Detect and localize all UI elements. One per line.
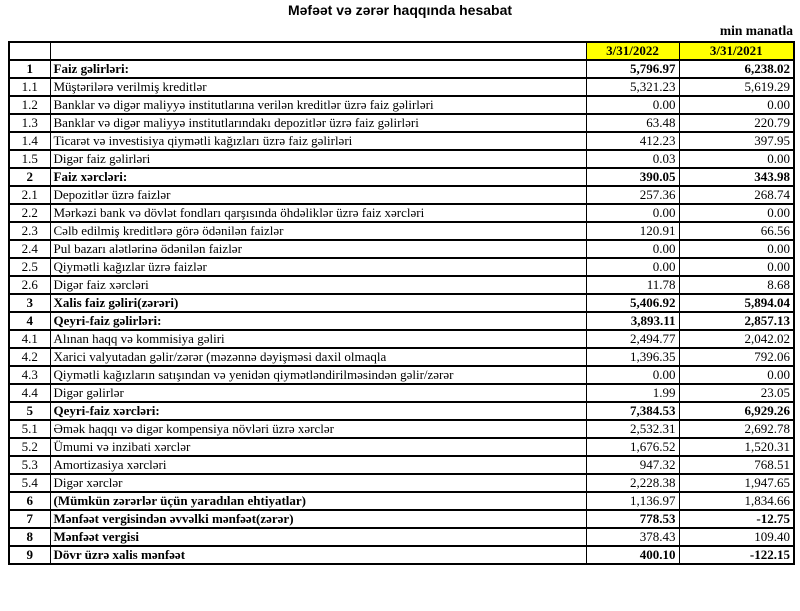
row-label: Xalis faiz gəliri(zərəri) [50, 294, 586, 312]
row-value-2021: 0.00 [679, 150, 794, 168]
row-number: 2.2 [9, 204, 50, 222]
row-label: Qeyri-faiz xərcləri: [50, 402, 586, 420]
row-value-2022: 120.91 [586, 222, 679, 240]
row-value-2022: 0.00 [586, 240, 679, 258]
row-number: 1.4 [9, 132, 50, 150]
row-number: 7 [9, 510, 50, 528]
row-label: Alınan haqq və kommisiya gəliri [50, 330, 586, 348]
row-value-2021: 66.56 [679, 222, 794, 240]
row-value-2021: 2,042.02 [679, 330, 794, 348]
row-label: Mənfəət vergisi [50, 528, 586, 546]
row-value-2022: 1,136.97 [586, 492, 679, 510]
row-label: Əmək haqqı və digər kompensiya növləri üzrə xərclər [50, 420, 586, 438]
table-row [9, 150, 794, 168]
table-row [9, 528, 794, 546]
row-value-2022: 0.00 [586, 258, 679, 276]
row-value-2021: 768.51 [679, 456, 794, 474]
row-label: Xarici valyutadan gəlir/zərər (məzənnə dəyişməsi daxil olmaqla [50, 348, 586, 366]
row-number: 6 [9, 492, 50, 510]
row-number: 5.2 [9, 438, 50, 456]
table-row [9, 168, 794, 186]
row-number: 4.4 [9, 384, 50, 402]
row-value-2021: 6,929.26 [679, 402, 794, 420]
table-row [9, 96, 794, 114]
row-value-2021: 5,619.29 [679, 78, 794, 96]
row-number: 4 [9, 312, 50, 330]
table-row [9, 294, 794, 312]
row-number: 2.4 [9, 240, 50, 258]
table-row [9, 114, 794, 132]
table-row [9, 456, 794, 474]
row-number: 1.3 [9, 114, 50, 132]
row-number: 2.1 [9, 186, 50, 204]
row-value-2022: 390.05 [586, 168, 679, 186]
row-value-2022: 0.03 [586, 150, 679, 168]
table-row [9, 366, 794, 384]
row-value-2021: 1,947.65 [679, 474, 794, 492]
row-label: Qiymətli kağızlar üzrə faizlər [50, 258, 586, 276]
row-value-2021: 397.95 [679, 132, 794, 150]
row-value-2022: 7,384.53 [586, 402, 679, 420]
table-row [9, 438, 794, 456]
income-statement-table [8, 41, 795, 565]
row-value-2022: 2,532.31 [586, 420, 679, 438]
row-label: Qeyri-faiz gəlirləri: [50, 312, 586, 330]
row-value-2021: 0.00 [679, 258, 794, 276]
row-label: Digər faiz gəlirləri [50, 150, 586, 168]
row-number: 2.5 [9, 258, 50, 276]
row-label: Faiz gəlirləri: [50, 60, 586, 78]
header-no-cell [9, 42, 50, 60]
table-row [9, 492, 794, 510]
table-row [9, 186, 794, 204]
row-value-2022: 1.99 [586, 384, 679, 402]
row-value-2021: 5,894.04 [679, 294, 794, 312]
row-number: 4.1 [9, 330, 50, 348]
row-value-2022: 412.23 [586, 132, 679, 150]
row-label: Digər xərclər [50, 474, 586, 492]
row-label: Qiymətli kağızların satışından və yenidən qiymətləndirilməsindən gəlir/zərər [50, 366, 586, 384]
row-label: Ticarət və investisiya qiymətli kağızları üzrə faiz gəlirləri [50, 132, 586, 150]
row-value-2021: 1,520.31 [679, 438, 794, 456]
table-row [9, 384, 794, 402]
row-value-2022: 257.36 [586, 186, 679, 204]
row-label: Cəlb edilmiş kreditlərə görə ödənilən faizlər [50, 222, 586, 240]
row-value-2022: 3,893.11 [586, 312, 679, 330]
row-value-2021: 220.79 [679, 114, 794, 132]
row-value-2022: 400.10 [586, 546, 679, 564]
row-number: 1.2 [9, 96, 50, 114]
row-value-2022: 778.53 [586, 510, 679, 528]
row-value-2022: 2,494.77 [586, 330, 679, 348]
row-value-2021: 2,692.78 [679, 420, 794, 438]
row-number: 1 [9, 60, 50, 78]
row-value-2021: 0.00 [679, 204, 794, 222]
unit-note: min manatla [719, 23, 793, 38]
row-value-2022: 5,321.23 [586, 78, 679, 96]
row-label: Digər faiz xərcləri [50, 276, 586, 294]
table-row [9, 60, 794, 78]
row-value-2021: 343.98 [679, 168, 794, 186]
table-row [9, 348, 794, 366]
row-value-2022: 947.32 [586, 456, 679, 474]
header-label-cell [50, 42, 586, 60]
row-number: 4.3 [9, 366, 50, 384]
row-number: 2.3 [9, 222, 50, 240]
row-value-2022: 5,796.97 [586, 60, 679, 78]
header-date-2021: 3/31/2021 [679, 42, 794, 60]
row-value-2021: 23.05 [679, 384, 794, 402]
row-number: 5 [9, 402, 50, 420]
table-row [9, 420, 794, 438]
row-label: Banklar və digər maliyyə institutlarındakı depozitlər üzrə faiz gəlirləri [50, 114, 586, 132]
row-value-2021: 109.40 [679, 528, 794, 546]
table-row [9, 510, 794, 528]
row-value-2021: 2,857.13 [679, 312, 794, 330]
row-number: 5.1 [9, 420, 50, 438]
row-number: 2.6 [9, 276, 50, 294]
page-title: Məfəət və zərər haqqında hesabat [287, 2, 513, 18]
row-value-2022: 2,228.38 [586, 474, 679, 492]
table-row [9, 204, 794, 222]
row-value-2022: 63.48 [586, 114, 679, 132]
row-number: 2 [9, 168, 50, 186]
table-row [9, 258, 794, 276]
row-value-2021: 1,834.66 [679, 492, 794, 510]
table-row [9, 402, 794, 420]
row-value-2021: 8.68 [679, 276, 794, 294]
row-label: Digər gəlirlər [50, 384, 586, 402]
row-value-2022: 0.00 [586, 204, 679, 222]
row-label: (Mümkün zərərlər üçün yaradılan ehtiyatlar) [50, 492, 586, 510]
row-label: Faiz xərcləri: [50, 168, 586, 186]
row-value-2022: 5,406.92 [586, 294, 679, 312]
row-label: Müştərilərə verilmiş kreditlər [50, 78, 586, 96]
row-value-2021: 6,238.02 [679, 60, 794, 78]
row-label: Dövr üzrə xalis mənfəət [50, 546, 586, 564]
row-value-2021: 0.00 [679, 240, 794, 258]
row-value-2021: -122.15 [679, 546, 794, 564]
row-number: 1.1 [9, 78, 50, 96]
row-value-2022: 11.78 [586, 276, 679, 294]
row-label: Amortizasiya xərcləri [50, 456, 586, 474]
report-table-body [9, 42, 794, 564]
table-row [9, 240, 794, 258]
table-row [9, 132, 794, 150]
row-value-2021: 792.06 [679, 348, 794, 366]
row-label: Pul bazarı alətlərinə ödənilən faizlər [50, 240, 586, 258]
table-row [9, 546, 794, 564]
row-value-2021: 268.74 [679, 186, 794, 204]
row-value-2022: 1,396.35 [586, 348, 679, 366]
row-number: 5.4 [9, 474, 50, 492]
row-number: 8 [9, 528, 50, 546]
row-value-2022: 0.00 [586, 366, 679, 384]
table-row [9, 474, 794, 492]
row-label: Ümumi və inzibati xərclər [50, 438, 586, 456]
table-row [9, 330, 794, 348]
row-value-2021: -12.75 [679, 510, 794, 528]
row-number: 9 [9, 546, 50, 564]
header-date-2022: 3/31/2022 [586, 42, 679, 60]
row-label: Banklar və digər maliyyə institutlarına verilən kreditlər üzrə faiz gəlirləri [50, 96, 586, 114]
row-label: Mənfəət vergisindən əvvəlki mənfəət(zərər) [50, 510, 586, 528]
table-row [9, 312, 794, 330]
row-value-2022: 1,676.52 [586, 438, 679, 456]
row-value-2022: 378.43 [586, 528, 679, 546]
row-value-2021: 0.00 [679, 366, 794, 384]
row-number: 5.3 [9, 456, 50, 474]
row-value-2021: 0.00 [679, 96, 794, 114]
row-value-2022: 0.00 [586, 96, 679, 114]
row-number: 1.5 [9, 150, 50, 168]
row-number: 4.2 [9, 348, 50, 366]
table-row [9, 78, 794, 96]
table-row [9, 276, 794, 294]
row-number: 3 [9, 294, 50, 312]
row-label: Mərkəzi bank və dövlət fondları qarşısında öhdəliklər üzrə faiz xərcləri [50, 204, 586, 222]
row-label: Depozitlər üzrə faizlər [50, 186, 586, 204]
table-header-row [9, 42, 794, 60]
table-row [9, 222, 794, 240]
